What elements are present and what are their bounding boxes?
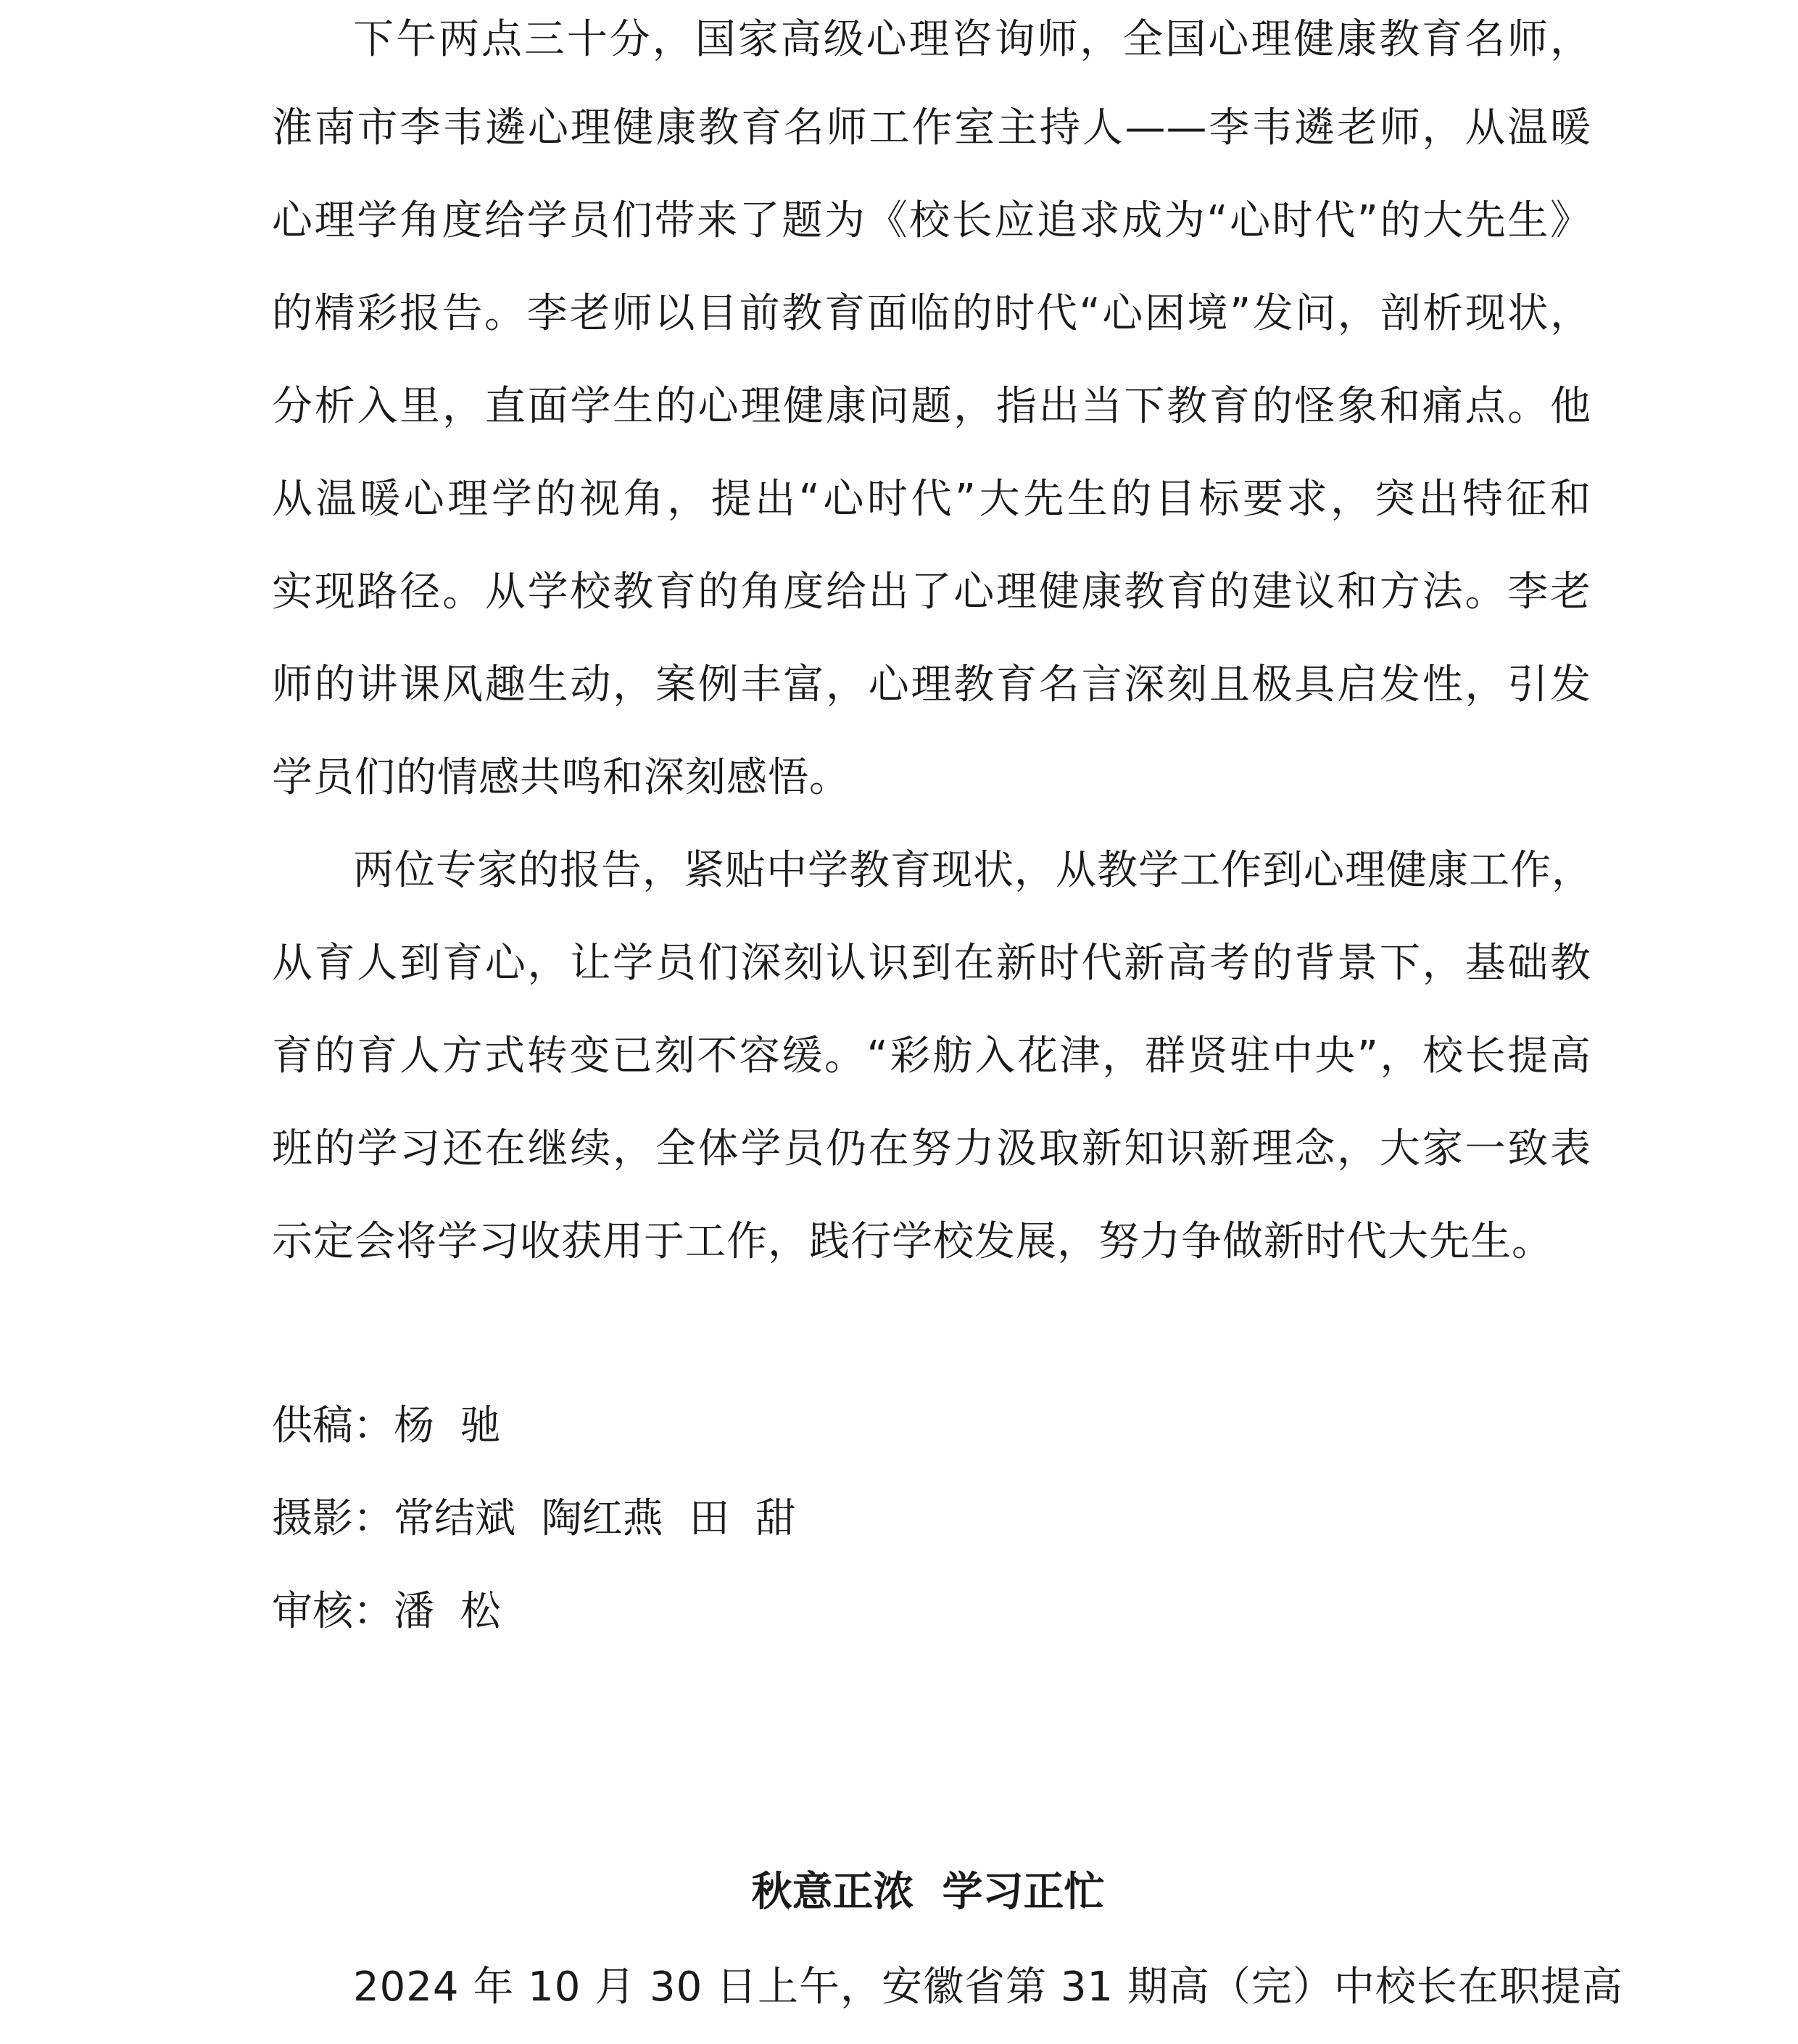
paragraph-1-line-5: 分析入里，直面学生的心理健康问题，指出当下教育的怪象和痛点。他 (272, 383, 1591, 430)
next-article-title: 秋意正浓 学习正忙 (751, 1869, 1105, 1916)
paragraph-1-line-4: 的精彩报告。李老师以目前教育面临的时代“心困境”发问，剖析现状， (272, 290, 1591, 337)
paragraph-1-line-1: 下午两点三十分，国家高级心理咨询师，全国心理健康教育名师， (353, 16, 1591, 63)
paragraph-1-line-9: 学员们的情感共鸣和深刻感悟。 (272, 754, 850, 801)
paragraph-2-line-3: 育的育人方式转变已刻不容缓。“彩舫入花津，群贤驻中央”，校长提高 (272, 1033, 1591, 1080)
credit-reviewer: 审核：潘 松 (272, 1588, 501, 1635)
paragraph-2-line-1: 两位专家的报告，紧贴中学教育现状，从教学工作到心理健康工作， (353, 847, 1593, 894)
credit-author: 供稿：杨 驰 (272, 1402, 501, 1449)
paragraph-2-line-5: 示定会将学习收获用于工作，践行学校发展，努力争做新时代大先生。 (272, 1218, 1553, 1265)
paragraph-1-line-3: 心理学角度给学员们带来了题为《校长应追求成为“心时代”的大先生》 (272, 197, 1591, 244)
paragraph-1-line-7: 实现路径。从学校教育的角度给出了心理健康教育的建议和方法。李老 (272, 568, 1591, 616)
next-article-first-line: 2024 年 10 月 30 日上午，安徽省第 31 期高（完）中校长在职提高 (353, 1964, 1623, 2011)
paragraph-2-line-2: 从育人到育心，让学员们深刻认识到在新时代新高考的背景下，基础教 (272, 940, 1591, 987)
paragraph-2-line-4: 班的学习还在继续，全体学员仍在努力汲取新知识新理念，大家一致表 (272, 1125, 1591, 1172)
paragraph-1-line-8: 师的讲课风趣生动，案例丰富，心理教育名言深刻且极具启发性，引发 (272, 661, 1591, 708)
paragraph-1-line-6: 从温暖心理学的视角，提出“心时代”大先生的目标要求，突出特征和 (272, 476, 1591, 523)
paragraph-1-line-2: 淮南市李韦遴心理健康教育名师工作室主持人——李韦遴老师，从温暖 (272, 104, 1591, 152)
credit-photography: 摄影：常结斌 陶红燕 田 甜 (272, 1495, 796, 1542)
